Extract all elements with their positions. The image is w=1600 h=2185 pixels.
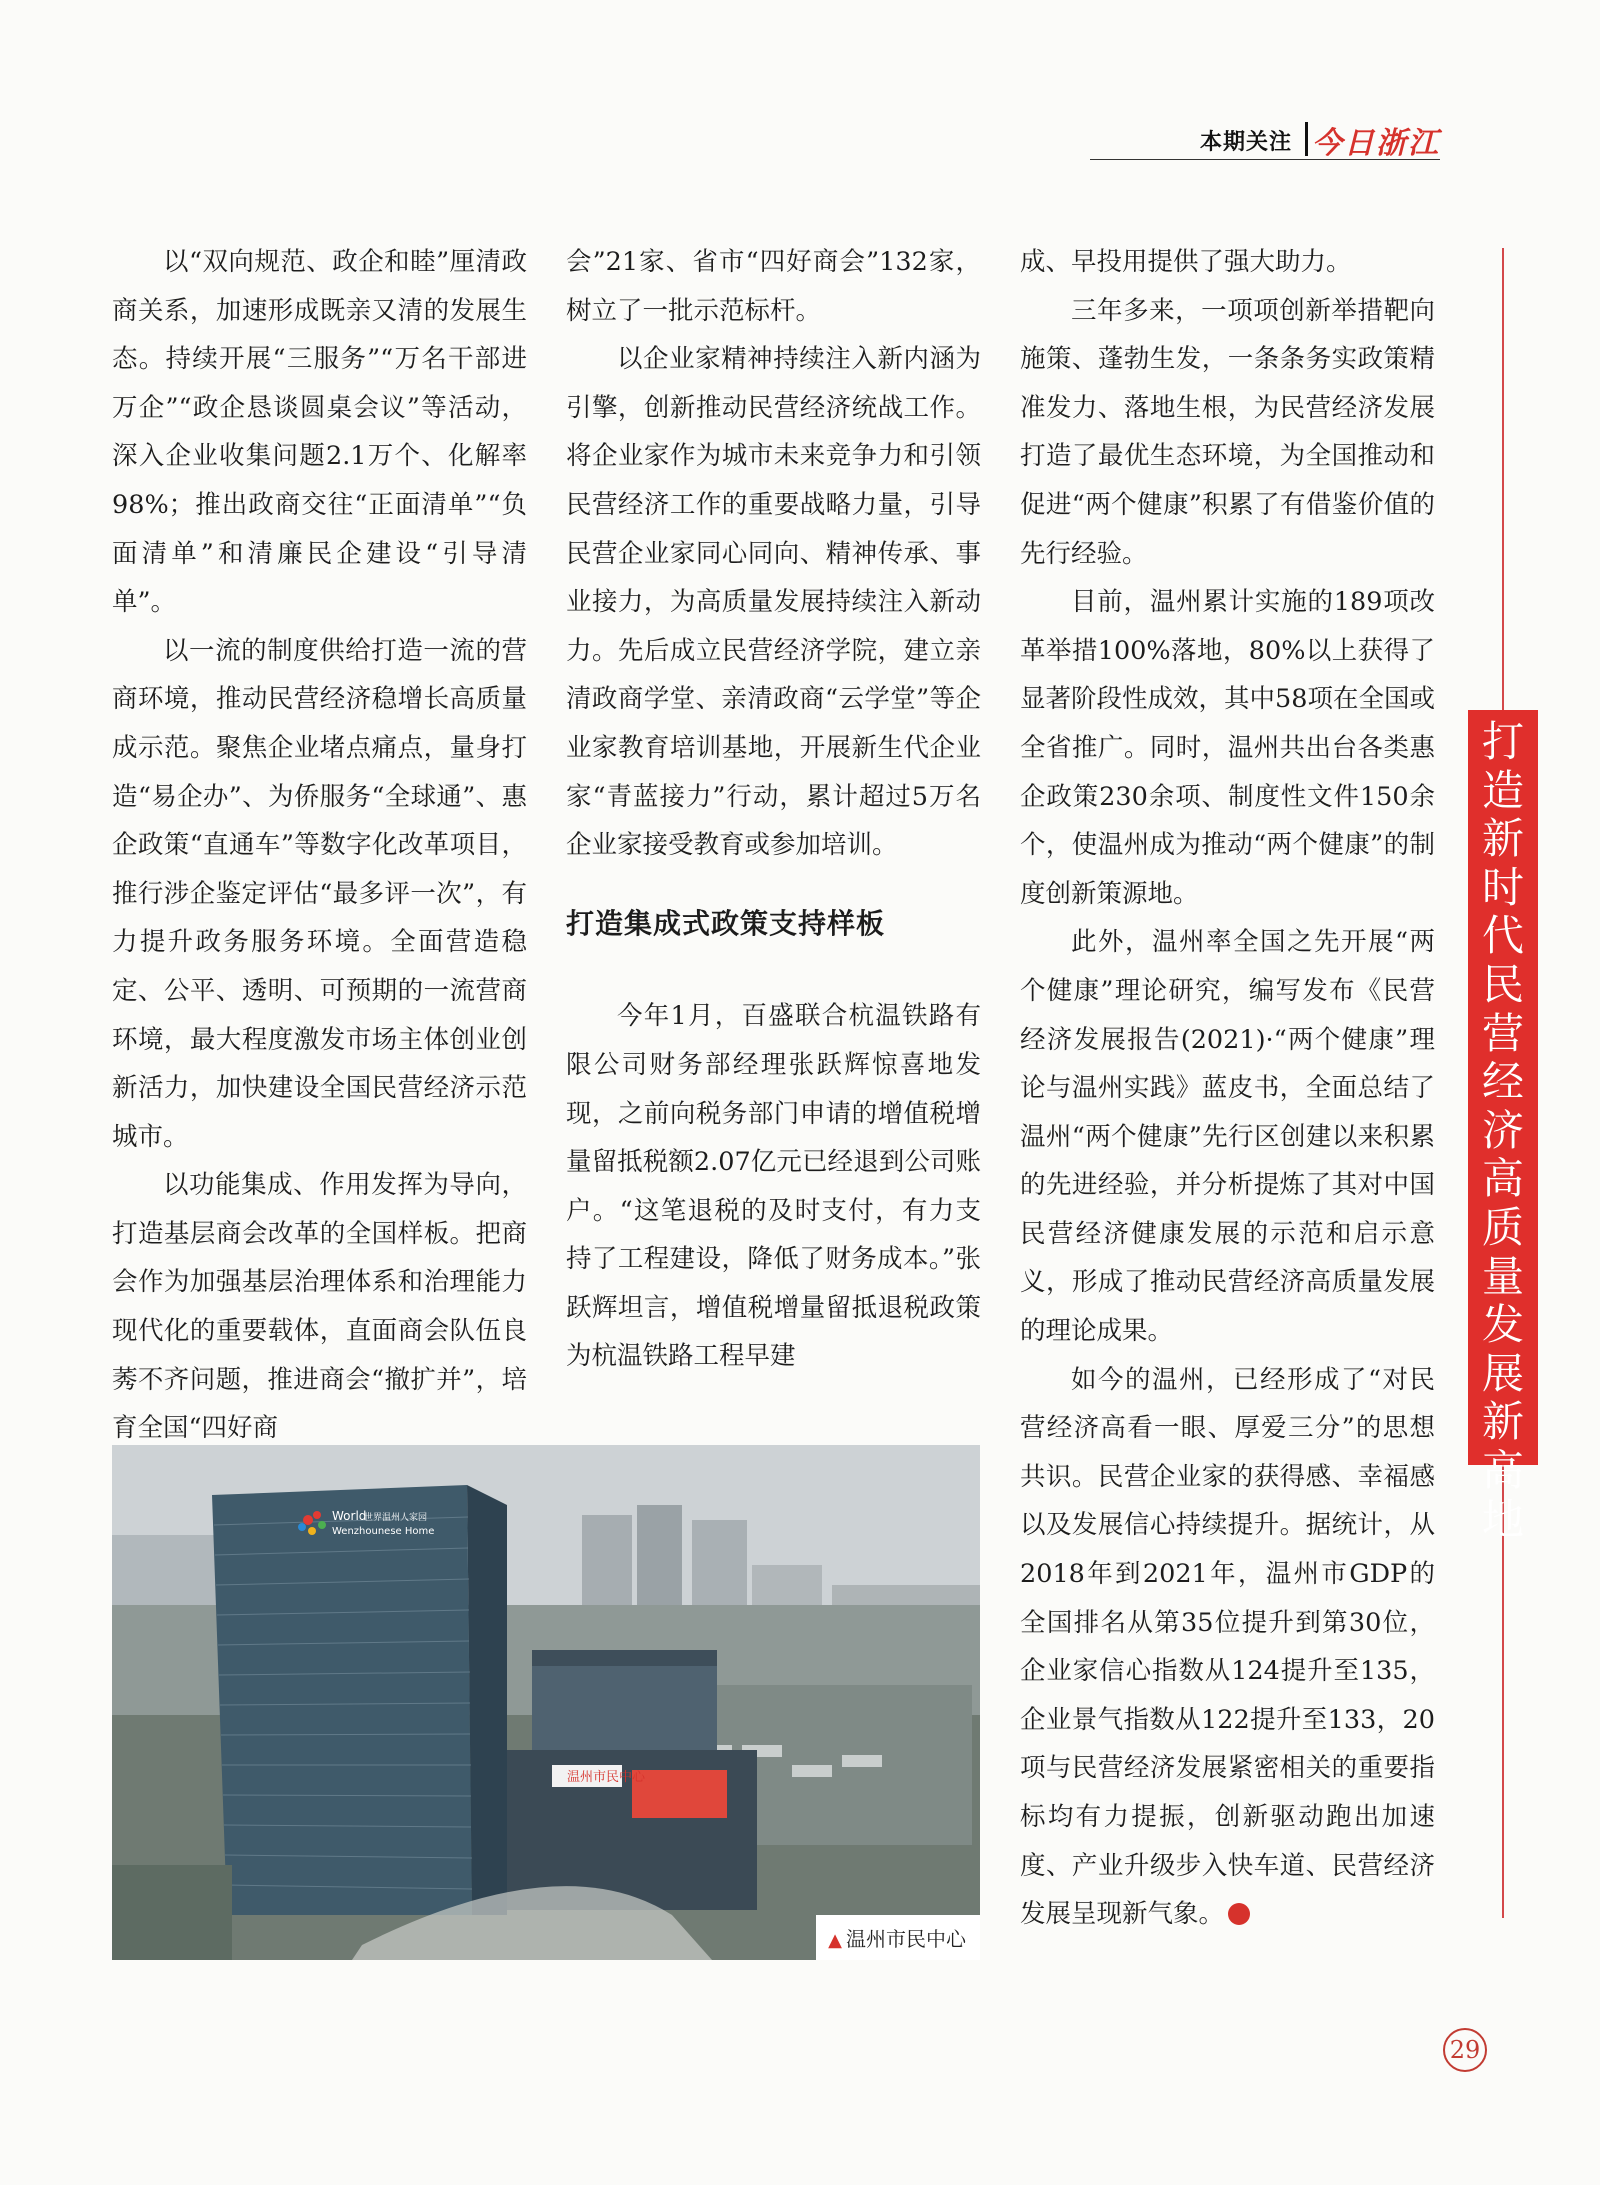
photo-civic-center: [112, 1445, 980, 1960]
photo-caption-box: [816, 1915, 980, 1960]
sign-home: Wenzhounese Home: [332, 1526, 435, 1537]
header-rule: [1090, 159, 1440, 160]
paragraph: 此外，温州率全国之先开展“两个健康”理论研究，编写发布《民营经济发展报告(2021)·“两个健康”理论与温州实践》蓝皮书，全面总结了温州“两个健康”先行区创建以来积累的先进经验，并分析提炼了其对中国民营经济健康发展的示范和启示意义，形成了推动民营经济高质量发展的理论成果。: [1020, 927, 1435, 1347]
magazine-logo: 今日浙江: [1312, 126, 1440, 161]
text-column-3: [1020, 238, 1435, 1939]
paragraph: 会”21家、省市“四好商会”132家，树立了一批示范标杆。: [566, 247, 981, 326]
caption-triangle-icon: ▲: [828, 1930, 842, 1951]
header-divider: [1305, 122, 1308, 156]
paragraph: 目前，温州累计实施的189项改革举措100%落地，80%以上获得了显著阶段性成效，其中58项在全国或全省推广。同时，温州共出台各类惠企政策230余项、制度性文件150余个，使温州成为推动“两个健康”的制度创新策源地。: [1020, 587, 1435, 909]
building-illustration: [112, 1445, 980, 1960]
photo-caption: 温州市民中心: [846, 1927, 966, 1951]
sign-world: World: [332, 1509, 367, 1523]
side-title-banner: [1468, 710, 1538, 1544]
paragraph: 以企业家精神持续注入新内涵为引擎，创新推动民营经济统战工作。将企业家作为城市未来竞争力和引领民营经济工作的重要战略力量，引导民营企业家同心同向、精神传承、事业接力，为高质量发展持续注入新动力。先后成立民营经济学院，建立亲清政商学堂、亲清政商“云学堂”等企业家教育培训基地，开展新生代企业家“青蓝接力”行动，累计超过5万名企业家接受教育或参加培训。: [566, 344, 981, 861]
paragraph: [1020, 1356, 1435, 1939]
paragraph: 今年1月，百盛联合杭温铁路有限公司财务部经理张跃辉惊喜地发现，之前向税务部门申请的增值税增量留抵税额2.07亿元已经退到公司账户。“这笔退税的及时支付，有力支持了工程建设，降低了财务成本。”张跃辉坦言，增值税增量留抵退税政策为杭温铁路工程早建: [566, 1001, 981, 1372]
sign-civic-center: 温州市民中心: [567, 1770, 646, 1785]
text-column-1: [112, 238, 527, 1453]
paragraph-text: 如今的温州，已经形成了“对民营经济高看一眼、厚爱三分”的思想共识。民营企业家的获得感、幸福感以及发展信心持续提升。据统计，从2018年到2021年，温州市GDP的全国排名从第35位提升到第30位，企业家信心指数从124提升至135，企业景气指数从122提升至133，20项与民营经济发展紧密相关的重要指标均有力提振，创新驱动跑出加速度、产业升级步入快车道、民营经济发展呈现新气象。: [1020, 1364, 1435, 1930]
end-mark-icon: [1228, 1903, 1250, 1925]
sign-chinese: 世界温州人家园: [364, 1513, 428, 1523]
side-title: 打造新时代民营经济高质量发展新高地: [1481, 717, 1524, 1544]
paragraph: 以“双向规范、政企和睦”厘清政商关系，加速形成既亲又清的发展生态。持续开展“三服务”“万名干部进万企”“政企恳谈圆桌会议”等活动，深入企业收集问题2.1万个、化解率98%；推出政商交往“正面清单”“负面清单”和清廉民企建设“引导清单”。: [112, 247, 527, 618]
paragraph: 以一流的制度供给打造一流的营商环境，推动民营经济稳增长高质量成示范。聚焦企业堵点痛点，量身打造“易企办”、为侨服务“全球通”、惠企政策“直通车”等数字化改革项目，推行涉企鉴定评估“最多评一次”，有力提升政务服务环境。全面营造稳定、公平、透明、可预期的一流营商环境，最大程度激发市场主体创业创新活力，加快建设全国民营经济示范城市。: [112, 635, 527, 1152]
text-column-2: [566, 238, 981, 1381]
page-header: [1090, 120, 1440, 160]
section-label: 本期关注: [1199, 130, 1292, 155]
section-subheading: 打造集成式政策支持样板: [566, 906, 886, 940]
paragraph: 成、早投用提供了强大助力。: [1020, 247, 1352, 277]
page-number: 29: [1443, 2028, 1487, 2072]
paragraph: 以功能集成、作用发挥为导向，打造基层商会改革的全国样板。把商会作为加强基层治理体系和治理能力现代化的重要载体，直面商会队伍良莠不齐问题，推进商会“撤扩并”，培育全国“四好商: [112, 1170, 527, 1444]
paragraph: 三年多来，一项项创新举措靶向施策、蓬勃生发，一条条务实政策精准发力、落地生根，为民营经济发展打造了最优生态环境，为全国推动和促进“两个健康”积累了有借鉴价值的先行经验。: [1020, 295, 1435, 569]
